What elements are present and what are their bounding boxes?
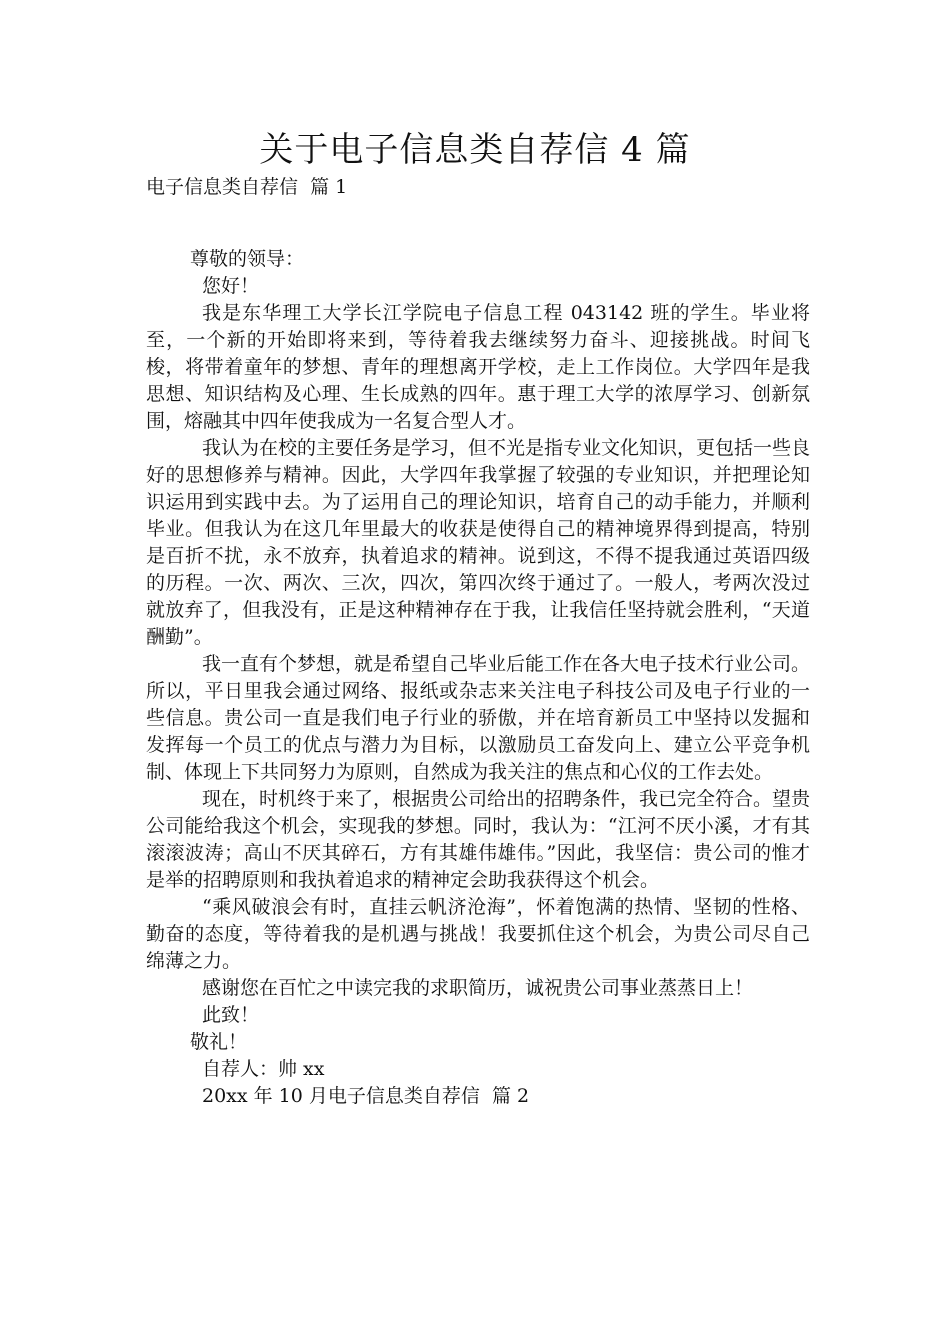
section-heading: 电子信息类自荐信 篇 1 (146, 176, 348, 198)
paragraph: 感谢您在百忙之中读完我的求职简历，诚祝贵公司事业蒸蒸日上！ (202, 977, 754, 999)
date-line: 20xx 年 10 月电子信息类自荐信 篇 2 (202, 1085, 530, 1107)
signature: 自荐人：帅 xx (202, 1058, 325, 1080)
paragraph: 现在，时机终于来了，根据贵公司给出的招聘条件，我已完全符合。望贵公司能给我这个机会，实现我的梦想。同时，我认为：“江河不厌小溪，才有其滚滚波涛；高山不厌其碎石，方有其雄伟雄伟。”因此，我坚信：贵公司的惟才是举的招聘原则和我执着追求的精神定会助我获得这个机会。 (146, 788, 811, 891)
document-title: 关于电子信息类自荐信 4 篇 (259, 130, 691, 170)
paragraph: 我认为在校的主要任务是学习，但不光是指专业文化知识，更包括一些良好的思想修养与精神。因此，大学四年我掌握了较强的专业知识，并把理论知识运用到实践中去。为了运用自己的理论知识，培育自己的动手能力，并顺利毕业。但我认为在这几年里最大的收获是使得自己的精神境界得到提高，特别是百折不扰，永不放弃，执着追求的精神。说到这，不得不提我通过英语四级的历程。一次、两次、三次，四次，第四次终于通过了。一般人，考两次没过就放弃了，但我没有，正是这种精神存在于我，让我信任坚持就会胜利，“天道酬勤”。 (146, 437, 811, 648)
paragraph: 我是东华理工大学长江学院电子信息工程 043142 班的学生。毕业将至，一个新的开始即将来到，等待着我去继续努力奋斗、迎接挑战。时间飞梭，将带着童年的梦想、青年的理想离开学校，走上工作岗位。大学四年是我思想、知识结构及心理、生长成熟的四年。惠于理工大学的浓厚学习、创新氛围，熔融其中四年使我成为一名复合型人才。 (146, 302, 810, 432)
greeting: 您好！ (202, 275, 260, 297)
closing-line: 此致！ (202, 1004, 260, 1026)
closing-line: 敬礼！ (190, 1031, 248, 1053)
salutation: 尊敬的领导： (190, 248, 305, 270)
paragraph: “乘风破浪会有时，直挂云帆济沧海”，怀着饱满的热情、坚韧的性格、勤奋的态度，等待着我的是机遇与挑战！我要抓住这个机会，为贵公司尽自己绵薄之力。 (146, 896, 810, 972)
letter-body (146, 246, 810, 1110)
paragraph: 我一直有个梦想，就是希望自己毕业后能工作在各大电子技术行业公司。所以，平日里我会通过网络、报纸或杂志来关注电子科技公司及电子行业的一些信息。贵公司一直是我们电子行业的骄傲，并在培育新员工中坚持以发掘和发挥每一个员工的优点与潜力为目标，以激励员工奋发向上、建立公平竞争机制、体现上下共同努力为原则，自然成为我关注的焦点和心仪的工作去处。 (146, 653, 811, 783)
